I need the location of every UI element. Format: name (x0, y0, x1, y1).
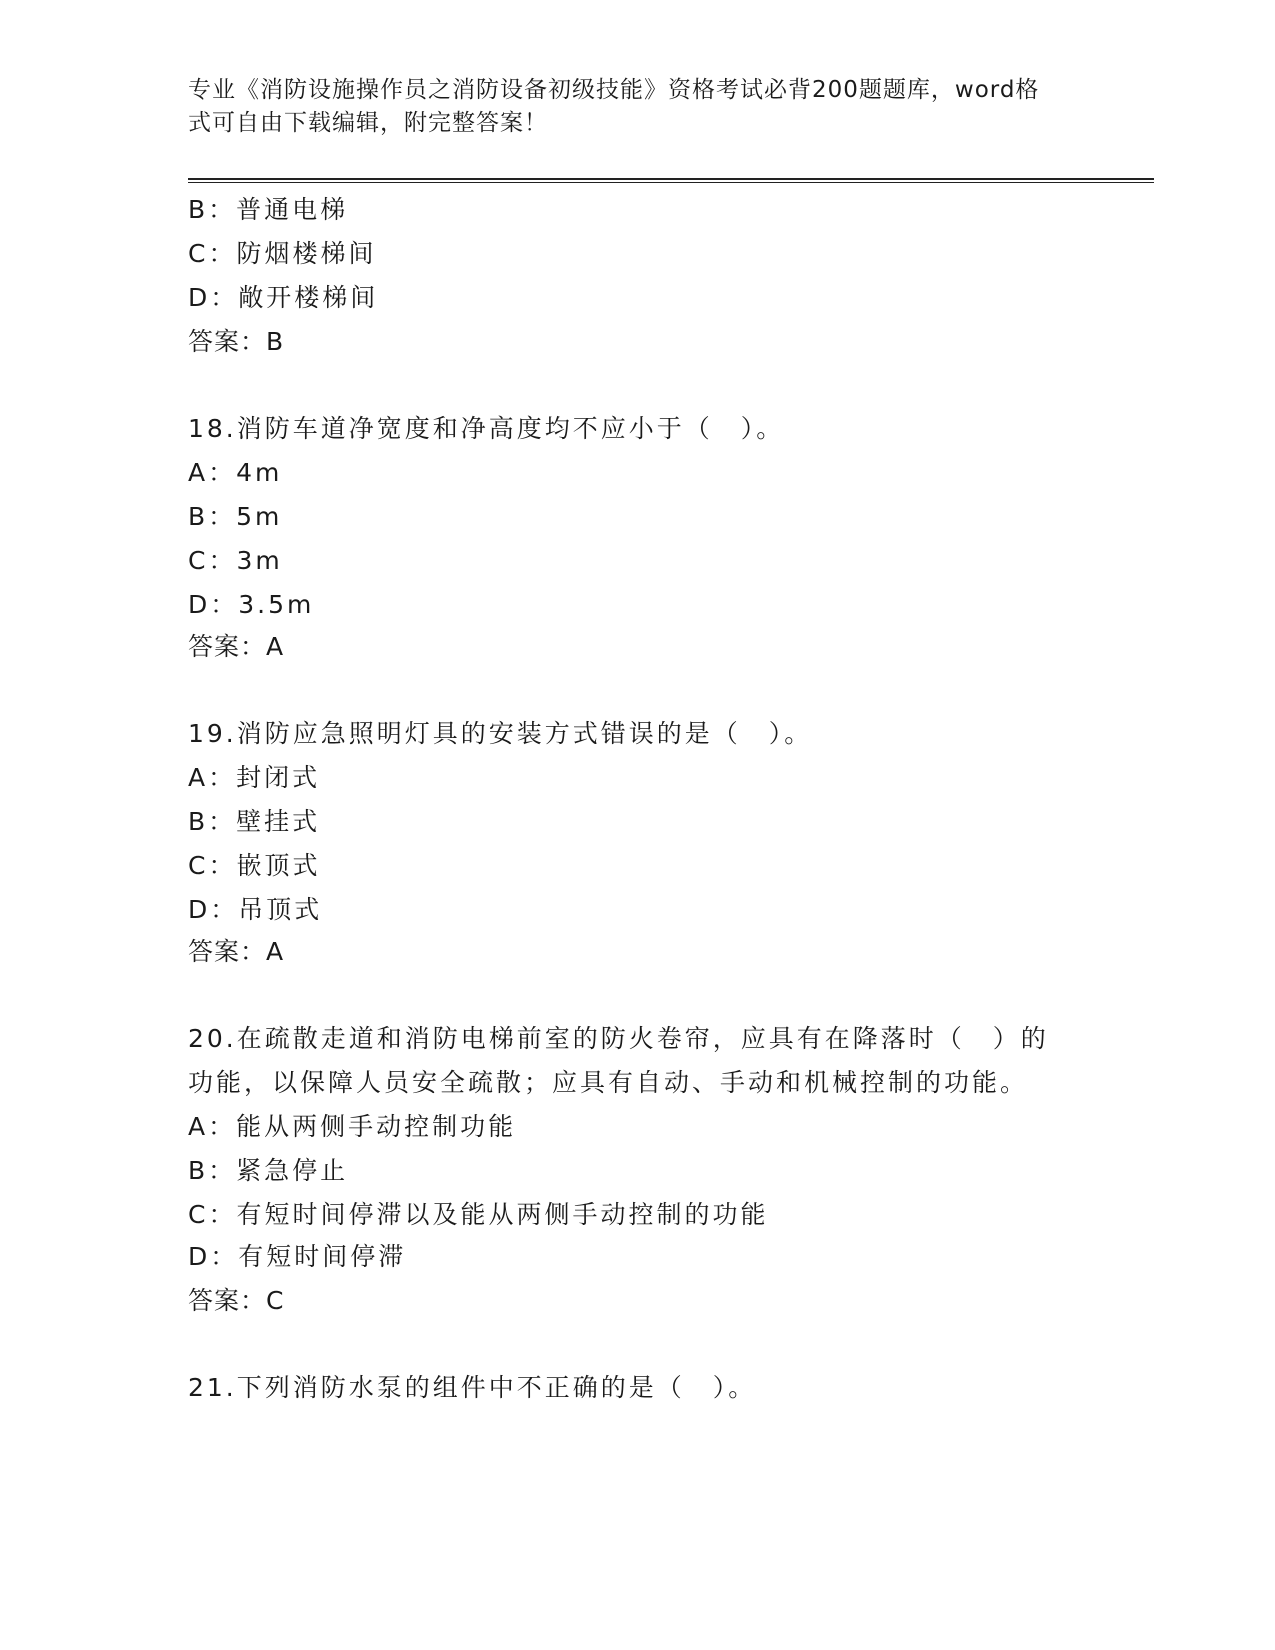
q21-question: 21.下列消防水泵的组件中不正确的是（ ）。 (188, 1373, 757, 1402)
q18-answer (188, 630, 283, 664)
q18-option-d: D：3.5m (188, 590, 315, 619)
answer-label: 答案： (188, 937, 267, 966)
q18-option-b: B：5m (188, 502, 283, 531)
q20-answer (188, 1284, 283, 1318)
q18-question: 18.消防车道净宽度和净高度均不应小于（ ）。 (188, 414, 785, 443)
q20-option-d: D：有短时间停滞 (188, 1242, 407, 1271)
q19-option-c: C：嵌顶式 (188, 851, 321, 880)
answer-label: 答案： (188, 1286, 267, 1315)
q20-option-a: A：能从两侧手动控制功能 (188, 1112, 517, 1141)
page-header (188, 74, 1088, 140)
q19-option-b: B：壁挂式 (188, 807, 321, 836)
q18-option-a: A：4m (188, 458, 283, 487)
q20-option-c: C：有短时间停滞以及能从两侧手动控制的功能 (188, 1200, 769, 1229)
q17-option-b: B：普通电梯 (188, 195, 349, 224)
q17-option-d: D：敞开楼梯间 (188, 283, 379, 312)
answer-value: A (266, 937, 284, 966)
header-line-2: 式可自由下载编辑，附完整答案！ (188, 110, 548, 136)
q19-answer (188, 935, 283, 969)
q19-option-a: A：封闭式 (188, 763, 321, 792)
q20-question-line-1: 20.在疏散走道和消防电梯前室的防火卷帘，应具有在降落时（ ）的 (188, 1024, 1049, 1053)
q20-question-line-2: 功能，以保障人员安全疏散；应具有自动、手动和机械控制的功能。 (188, 1068, 1029, 1097)
answer-value: A (266, 632, 284, 661)
answer-label: 答案： (188, 632, 267, 661)
answer-value: B (266, 327, 284, 356)
q17-answer (188, 325, 283, 359)
header-divider (188, 178, 1154, 183)
q19-option-d: D：吊顶式 (188, 895, 323, 924)
answer-value: C (266, 1286, 284, 1315)
q17-option-c: C：防烟楼梯间 (188, 239, 377, 268)
q18-option-c: C：3m (188, 546, 283, 575)
q20-option-b: B：紧急停止 (188, 1156, 349, 1185)
answer-label: 答案： (188, 327, 267, 356)
header-line-1: 专业《消防设施操作员之消防设备初级技能》资格考试必背200题题库，word格 (188, 77, 1040, 103)
q19-question: 19.消防应急照明灯具的安装方式错误的是（ ）。 (188, 719, 813, 748)
